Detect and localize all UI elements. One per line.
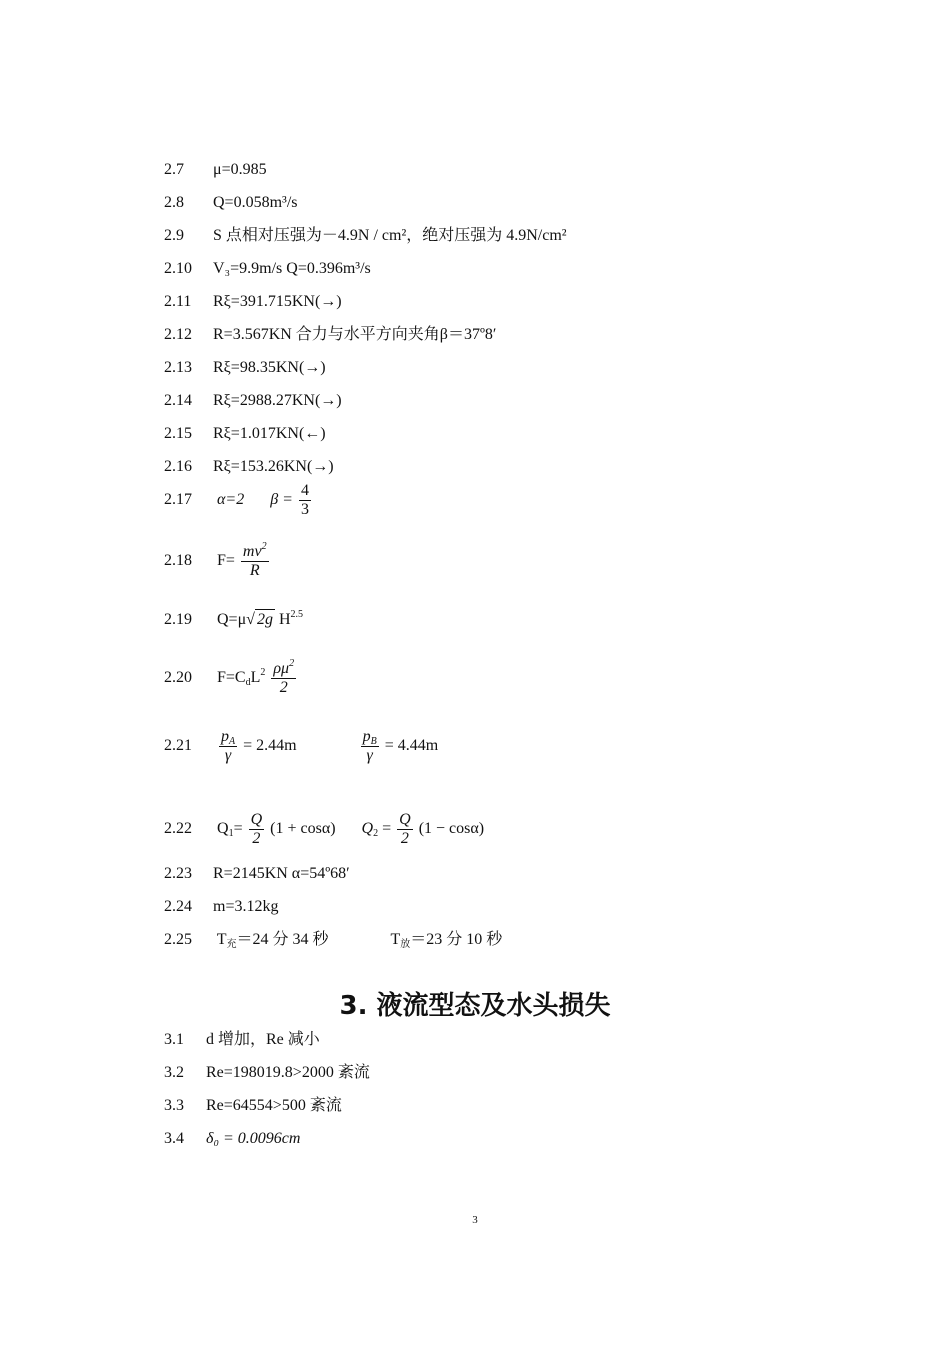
page-number: 3	[472, 1214, 478, 1226]
fraction: $\frac{Q}{2}$	[399, 810, 411, 847]
answer-2-11: 2.11 Rξ=391.715KN(→)	[164, 293, 342, 310]
answer-2-19: 2.19 Q=μ√ 2g $H^{2.5}$	[164, 609, 303, 628]
answer-2-14: 2.14 Rξ=2988.27KN(→)	[164, 392, 342, 409]
answer-2-8: 2.8 Q=0.058m³/s	[164, 194, 298, 211]
answer-2-9: 2.9 S 点相对压强为－4.9N / cm²，绝对压强为 4.9N/cm²	[164, 227, 567, 244]
fraction: $\frac{\rho\mu^2}{2}$	[273, 657, 295, 696]
section-heading: 3. 液流型态及水头损失	[339, 991, 611, 1021]
fraction: $\frac{4}{3}$	[300, 481, 309, 518]
answer-2-17: 2.17 α=2 β = $\frac{4}{3}$	[164, 481, 309, 518]
fraction: $\frac{p_A}{\gamma}$	[221, 727, 236, 764]
answer-2-20: 2.20 $F=C_dL^2$ $\frac{\rho\mu^2}{2}$	[164, 657, 295, 696]
answer-2-23: 2.23 R=2145KN α=54º68′	[164, 865, 350, 882]
answer-2-7: 2.7 μ=0.985	[164, 161, 267, 178]
answer-3-3: 3.3 Re=64554>500 紊流	[164, 1097, 342, 1114]
answer-2-22: 2.22 $Q_1=$ $\frac{Q}{2}$ (1 + cosα) $Q_2$ = $\frac{Q}{2}$ (1 − cosα)	[164, 810, 485, 847]
answer-2-12: 2.12 R=3.567KN 合力与水平方向夹角β＝37º8′	[164, 326, 497, 343]
fraction: $\frac{p_B}{\gamma}$	[362, 727, 377, 764]
answer-2-16: 2.16 Rξ=153.26KN(→)	[164, 458, 334, 475]
answer-3-1: 3.1 d 增加，Re 减小	[164, 1031, 320, 1048]
fraction: $\frac{Q}{2}$	[250, 810, 263, 847]
answer-2-18: 2.18 F= $\frac{mv^2}{R}$	[164, 540, 267, 579]
answer-3-2: 3.2 Re=198019.8>2000 紊流	[164, 1064, 370, 1081]
answer-2-13: 2.13 Rξ=98.35KN(→)	[164, 359, 326, 376]
answer-3-4: 3.4 δ₀ = 0.0096cm	[164, 1130, 301, 1147]
answer-2-15: 2.15 Rξ=1.017KN(←)	[164, 425, 326, 442]
answer-2-24: 2.24 m=3.12kg	[164, 898, 279, 915]
answer-2-10: 2.10 V₃=9.9m/s Q=0.396m³/s	[164, 260, 371, 277]
fraction: $\frac{mv^2}{R}$	[242, 540, 267, 579]
answer-2-25: 2.25 $T_充=24$ 分 34 秒 $T_放=23$ 分 10 秒	[164, 931, 503, 950]
answer-2-21: 2.21 $\frac{p_A}{\gamma}$ = 2.44m $\frac{p_B}{\gamma}$ = 4.44m	[164, 727, 439, 764]
sqrt-icon: √	[246, 611, 255, 628]
